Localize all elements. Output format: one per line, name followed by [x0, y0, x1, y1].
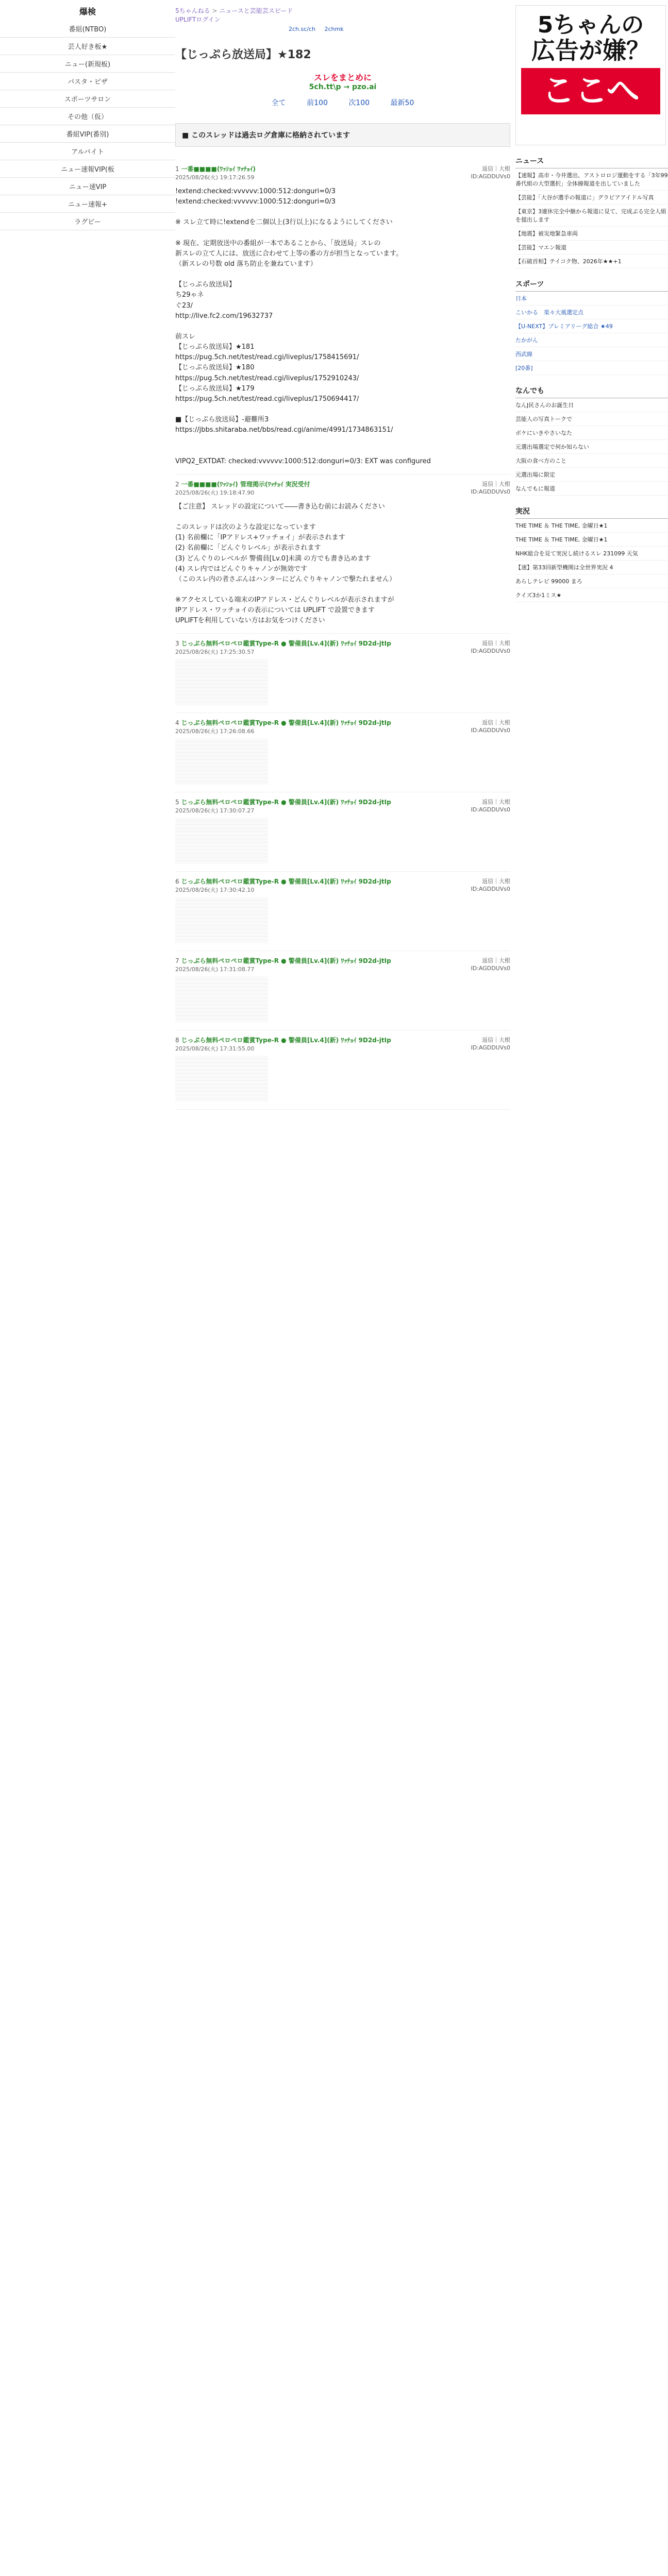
- sports-item[interactable]: 西武線: [515, 347, 668, 361]
- ad-line-1: 5ちゃんの: [537, 12, 644, 38]
- post-author[interactable]: じっぷら無料ペロペロ鑑賞Type-R ● 警備員[Lv.4](新) ﾜｯﾁｮｲ 9D2d-jtIp: [181, 878, 391, 886]
- post-author[interactable]: じっぷら無料ペロペロ鑑賞Type-R ● 警備員[Lv.4](新) ﾜｯﾁｮｲ 9D2d-jtIp: [181, 1037, 391, 1044]
- post-body: !extend:checked:vvvvvv:1000:512:donguri=0/3 !extend:checked:vvvvvv:1000:512:donguri=0/3 ※ スレ立て時に!extendを二個以上(3行以上)になるようにしてください ※ 現在、定期放送中の番組が一本であることから、「放送局」スレの 新スレの立て人には、放送に合わせて上等の番の方が担当となっています。 （新スレの号数 old 落ち防止を兼ねています） 【じっぷら放送局】 ち29ゃネ ぐ23/ http://live.fc2.com/19632737 前スレ 【じっぷら放送局】★181 https://pug.5ch.net/test/read.cgi/liveplus/1758415691/ 【じっぷら放送局】★180 https://pug.5ch.net/test/read.cgi/liveplus/1752910243/ 【じっぷら放送局】★179 https://pug.5ch.net/test/read.cgi/liveplus/1750694417/ ■【じっぷら放送局】-避難所3 https://jbbs.shitaraba.net/bbs/read.cgi/anime/4991/1734863151/ VIPQ2_EXTDAT: checked:vvvvvv:1000:512:donguri=0/3: EXT was configured: [175, 188, 431, 465]
- post-id[interactable]: ID:AGDDUVs0: [471, 806, 510, 814]
- live-item[interactable]: THE TIME ＆ THE TIME, 金曜日★1: [515, 519, 668, 533]
- post-tools[interactable]: 返信｜大根: [482, 1037, 510, 1044]
- news-item[interactable]: 【石破首相】テイコク物、2026年★★+1: [515, 255, 668, 268]
- post-author[interactable]: じっぷら無料ペロペロ鑑賞Type-R ● 警備員[Lv.4](新) ﾜｯﾁｮｲ 9D2d-jtIp: [181, 719, 391, 727]
- post: [175, 713, 510, 792]
- ascii-art-block: [175, 818, 268, 864]
- page-nav-latest[interactable]: 最新50: [390, 99, 414, 107]
- live-list: [515, 519, 668, 602]
- live-heading: 実況: [515, 504, 668, 519]
- post-author[interactable]: 一番■■■■(ﾜｯｼｮｲ) 管理掲示(ﾜｯﾁｮｲ 実況受付: [181, 480, 310, 488]
- sidebar-item[interactable]: ラグビー: [0, 213, 175, 230]
- post-number: 2: [175, 480, 179, 488]
- post-tools[interactable]: 返信｜大根: [482, 165, 510, 172]
- breadcrumb-home[interactable]: 5ちゃんねる: [175, 7, 210, 14]
- post-header: [175, 718, 510, 735]
- post-tools[interactable]: 返信｜大根: [482, 799, 510, 806]
- post-id[interactable]: ID:AGDDUVs0: [471, 648, 510, 655]
- sidebar-item[interactable]: ニュー速報VIP(板: [0, 160, 175, 178]
- post-id[interactable]: ID:AGDDUVs0: [471, 173, 510, 180]
- post-number: 5: [175, 799, 179, 806]
- news-heading: ニュース: [515, 154, 668, 168]
- live-item[interactable]: あらしテレビ 99000 まろ: [515, 574, 668, 588]
- nanj-item[interactable]: 元選出場選定で何か知らない: [515, 440, 668, 454]
- post-tools[interactable]: 返信｜大根: [482, 480, 510, 487]
- small-nav: [289, 26, 510, 41]
- board-link[interactable]: スレをまとめに: [313, 73, 372, 82]
- left-sidebar: [0, 0, 175, 230]
- post-number: 1: [175, 165, 179, 173]
- post-id[interactable]: ID:AGDDUVs0: [471, 886, 510, 893]
- post-date: 2025/08/26(火) 17:30:42.10: [175, 887, 255, 894]
- post-date: 2025/08/26(火) 17:25:30.57: [175, 649, 255, 656]
- news-item[interactable]: 【地震】被災地緊急車両: [515, 227, 668, 241]
- post-date: 2025/08/26(火) 17:31:08.77: [175, 966, 255, 973]
- post-id[interactable]: ID:AGDDUVs0: [471, 488, 510, 495]
- post-header: [175, 956, 510, 973]
- ascii-art-block: [175, 659, 268, 705]
- post-date: 2025/08/26(火) 19:17:26.59: [175, 174, 255, 181]
- post-date: 2025/08/26(火) 17:30:07.27: [175, 807, 255, 815]
- post-number: 4: [175, 719, 179, 727]
- live-item[interactable]: クイズ3か1ミス★: [515, 588, 668, 602]
- nanj-item[interactable]: ボケにいきやさいなた: [515, 426, 668, 440]
- login-link[interactable]: UPLIFTログイン: [175, 16, 221, 23]
- post-author[interactable]: じっぷら無料ペロペロ鑑賞Type-R ● 警備員[Lv.4](新) ﾜｯﾁｮｲ 9D2d-jtIp: [181, 640, 391, 648]
- page-nav-next[interactable]: 次100: [348, 99, 370, 107]
- news-item[interactable]: 【速報】高市・今井選出、アストロロジ運動をする「3年99番代組の大型選択」全体線報道を出していました: [515, 168, 668, 191]
- sports-item[interactable]: 日本: [515, 292, 668, 306]
- post: [175, 1030, 510, 1110]
- ad-banner[interactable]: [515, 5, 666, 145]
- nanj-item[interactable]: なんJ民さんのお誕生日: [515, 398, 668, 412]
- sidebar-item[interactable]: 番組(NTBO): [0, 20, 175, 38]
- post-author[interactable]: じっぷら無料ペロペロ鑑賞Type-R ● 警備員[Lv.4](新) ﾜｯﾁｮｲ 9D2d-jtIp: [181, 799, 391, 806]
- news-item[interactable]: 【東京】3連休完全中継から報道に見て、完成ぶる完全人組を提出します: [515, 205, 668, 227]
- post-header: [175, 1036, 510, 1053]
- post-number: 8: [175, 1037, 179, 1044]
- ad-line-3: ここへ: [521, 68, 660, 114]
- nanj-item[interactable]: 大阪の食べ方のこと: [515, 454, 668, 468]
- ascii-art-block: [175, 976, 268, 1023]
- post-id[interactable]: ID:AGDDUVs0: [471, 727, 510, 734]
- post-tools[interactable]: 返信｜大根: [482, 957, 510, 964]
- live-item[interactable]: 【速】第33回新型機関は全世界実況 4: [515, 561, 668, 574]
- ascii-art-block: [175, 738, 268, 785]
- sidebar-item[interactable]: パスタ・ピザ: [0, 73, 175, 90]
- news-list: [515, 168, 668, 268]
- post: [175, 159, 510, 474]
- post-header: [175, 798, 510, 815]
- small-nav-left[interactable]: 2ch.sc/ch: [289, 26, 316, 32]
- breadcrumb-sep: >: [212, 7, 220, 14]
- thread-title: 【じっぷら放送局】★182: [175, 48, 311, 61]
- post-author[interactable]: じっぷら無料ペロペロ鑑賞Type-R ● 警備員[Lv.4](新) ﾜｯﾁｮｲ 9D2d-jtIp: [181, 957, 391, 965]
- news-item[interactable]: 【芸能】「大谷が選手の報道に」グラビアアイドル写真: [515, 191, 668, 205]
- post-number: 6: [175, 878, 179, 886]
- nanj-heading: なんでも: [515, 383, 668, 398]
- live-item[interactable]: THE TIME ＆ THE TIME, 金曜日★1: [515, 533, 668, 547]
- main-column: [175, 0, 510, 1110]
- sports-item[interactable]: こいかる 楽々大風選定点: [515, 306, 668, 319]
- sidebar-logo: 爆検: [79, 7, 96, 16]
- ad-line-2: 広告が嫌？: [531, 37, 650, 65]
- nanj-item[interactable]: 芸能人の写真トークで: [515, 412, 668, 426]
- right-column: [515, 0, 668, 602]
- sidebar-item[interactable]: ニュー速VIP: [0, 178, 175, 195]
- post: [175, 951, 510, 1030]
- post-author[interactable]: 一番■■■■(ﾜｯｼｮｲ ﾜｯﾁｮｲ): [181, 165, 256, 173]
- archive-notice: ■ このスレッドは過去ログ倉庫に格納されています: [175, 123, 510, 147]
- page-nav-prev[interactable]: 前100: [307, 99, 328, 107]
- post-date: 2025/08/26(火) 17:31:55.00: [175, 1045, 255, 1053]
- post-tools[interactable]: 返信｜大根: [482, 640, 510, 647]
- post: [175, 474, 510, 634]
- post-id[interactable]: ID:AGDDUVs0: [471, 1044, 510, 1052]
- page-nav: [175, 97, 510, 108]
- breadcrumb: [175, 0, 510, 26]
- sidebar-item[interactable]: ニュー速報+: [0, 195, 175, 213]
- ascii-art-block: [175, 897, 268, 943]
- post-header: [175, 480, 510, 497]
- short-post-list: [175, 634, 510, 1110]
- post-id[interactable]: ID:AGDDUVs0: [471, 965, 510, 972]
- sports-list: [515, 292, 668, 375]
- breadcrumb-board[interactable]: ニュースと芸能芸スピード: [219, 7, 293, 14]
- sports-heading: スポーツ: [515, 277, 668, 292]
- post-number: 3: [175, 640, 179, 648]
- post: [175, 634, 510, 713]
- post: [175, 872, 510, 951]
- sidebar-item[interactable]: スポーツサロン: [0, 90, 175, 108]
- sidebar-menu: [0, 20, 175, 230]
- page-nav-all[interactable]: 全て: [271, 99, 286, 107]
- post-date: 2025/08/26(火) 17:26:08.66: [175, 728, 255, 735]
- post: [175, 792, 510, 872]
- sports-item[interactable]: たかがん: [515, 333, 668, 347]
- post-number: 7: [175, 957, 179, 965]
- sidebar-item[interactable]: その他（仮）: [0, 108, 175, 125]
- post-date: 2025/08/26(火) 19:18:47.90: [175, 489, 255, 496]
- sidebar-item[interactable]: 番組VIP(番別): [0, 125, 175, 143]
- ascii-art-block: [175, 1056, 268, 1102]
- sidebar-item[interactable]: 芸人好き板★: [0, 38, 175, 55]
- post-header: [175, 877, 510, 894]
- small-nav-right[interactable]: 2chmk: [324, 26, 344, 32]
- post-header: [175, 164, 510, 181]
- nanj-item[interactable]: なんでもに報道: [515, 482, 668, 496]
- nanj-item[interactable]: 元選出場に限定: [515, 468, 668, 482]
- post-header: [175, 639, 510, 656]
- news-item[interactable]: 【芸能】マエン報道: [515, 241, 668, 255]
- post-tools[interactable]: 返信｜大根: [482, 719, 510, 726]
- post-tools[interactable]: 返信｜大根: [482, 878, 510, 885]
- sidebar-item[interactable]: アルバイト: [0, 143, 175, 160]
- post-body: 【ご注意】 スレッドの設定について――書き込む前にお読みください このスレッドは次のような設定になっています (1) 名前欄に「IPアドレス+ワッチョイ」が表示されます (2) 名前欄に「どんぐりレベル」が表示されます (3) どんぐりのレベルが 警備員[Lv.0]未満 の方でも書き込めます (4) スレ内ではどんぐりキャノンが無効です （このスレ内の者さぶんはハンターにどんぐりキャノンで撃たれません） ※アクセスしている端末のIPアドレス・どんぐりレベルが表示されますが IPアドレス・ワッチョイの表示については UPLIFT で設置できます UPLIFTを利用していない方はお気をつけください: [175, 502, 396, 625]
- sports-item[interactable]: 【U-NEXT】プレミアリーグ総合 ★49: [515, 319, 668, 333]
- nanj-list: [515, 398, 668, 496]
- sports-item[interactable]: [20番]: [515, 361, 668, 375]
- sidebar-item[interactable]: ニュー(新規板): [0, 55, 175, 73]
- board-url[interactable]: 5ch.tt\p → pzo.ai: [309, 83, 377, 91]
- live-item[interactable]: NHK総合を見て実況し続けるスレ 231099 天気: [515, 547, 668, 561]
